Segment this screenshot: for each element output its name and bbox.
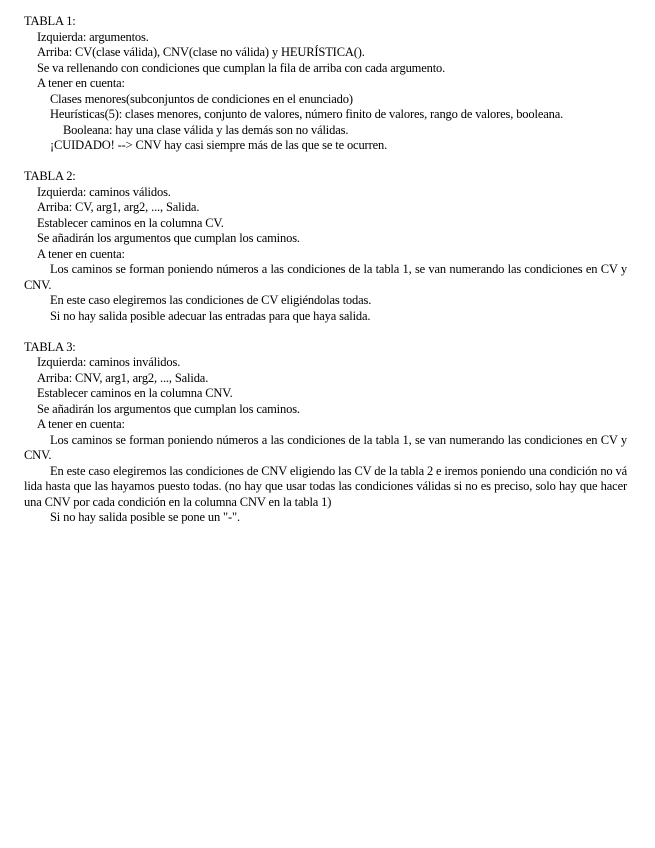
- tabla1-tener-en-cuenta: A tener en cuenta:: [37, 76, 125, 90]
- tabla1-izquierda: Izquierda: argumentos.: [37, 29, 149, 44]
- tabla1-rellenar: Se va rellenando con condiciones que cumplan la fila de arriba con cada argumento.: [37, 60, 446, 75]
- tabla2-arriba: Arriba: CV, arg1, arg2, ..., Salida.: [37, 200, 200, 214]
- tabla1-arriba: Arriba: CV(clase válida), CNV(clase no válida) y HEURÍSTICA().: [37, 45, 365, 59]
- tabla3-tener-en-cuenta: A tener en cuenta:: [37, 417, 125, 431]
- tabla2-section: [24, 169, 627, 324]
- tabla3-anadiran: Se añadirán los argumentos que cumplan los caminos.: [37, 401, 300, 416]
- tabla1-clases-menores: Clases menores(subconjuntos de condiciones en el enunciado): [50, 91, 353, 106]
- tabla1-heuristicas: Heurísticas(5): clases menores, conjunto de valores, número finito de valores, rango de valores, booleana.: [50, 107, 564, 121]
- tabla3-section: [24, 340, 627, 526]
- tabla3-title: TABLA 3:: [24, 339, 76, 354]
- tabla2-tener-en-cuenta: A tener en cuenta:: [37, 246, 125, 261]
- tabla1-cuidado: ¡CUIDADO! --> CNV hay casi siempre más de las que se te ocurren.: [50, 138, 388, 152]
- tabla2-izquierda: Izquierda: caminos válidos.: [37, 184, 171, 199]
- tabla3-elegiremos: En este caso elegiremos las condiciones de CNV eligiendo las CV de la tabla 2 e iremos poniendo una condición no válida hasta que las hayamos puesto todas. (no hay que usar todas las condiciones válidas si no es preciso, solo hay que hacer una CNV por cada condición en la columna CNV en la tabla 1): [24, 463, 627, 509]
- tabla2-caminos: Los caminos se forman poniendo números a las condiciones de la tabla 1, se van numerando las condiciones en CV y CNV.: [24, 262, 627, 292]
- tabla3-caminos: Los caminos se forman poniendo números a las condiciones de la tabla 1, se van numerando las condiciones en CV y CNV.: [24, 432, 627, 462]
- tabla1-title: TABLA 1:: [24, 14, 76, 28]
- tabla3-izquierda: Izquierda: caminos inválidos.: [37, 355, 181, 369]
- tabla3-arriba: Arriba: CNV, arg1, arg2, ..., Salida.: [37, 370, 209, 385]
- tabla3-sin-salida: Si no hay salida posible se pone un "-".: [50, 510, 240, 524]
- tabla1-section: [24, 14, 627, 154]
- tabla2-title: TABLA 2:: [24, 169, 76, 183]
- document-page: [24, 14, 627, 541]
- tabla1-booleana: Booleana: hay una clase válida y las demás son no válidas.: [63, 122, 349, 137]
- tabla2-elegiremos: En este caso elegiremos las condiciones de CV eligiéndolas todas.: [50, 293, 372, 307]
- tabla2-sin-salida: Si no hay salida posible adecuar las entradas para que haya salida.: [50, 308, 371, 323]
- tabla3-establecer: Establecer caminos en la columna CNV.: [37, 386, 233, 400]
- tabla2-establecer: Establecer caminos en la columna CV.: [37, 215, 224, 230]
- tabla2-anadiran: Se añadirán los argumentos que cumplan los caminos.: [37, 231, 300, 245]
